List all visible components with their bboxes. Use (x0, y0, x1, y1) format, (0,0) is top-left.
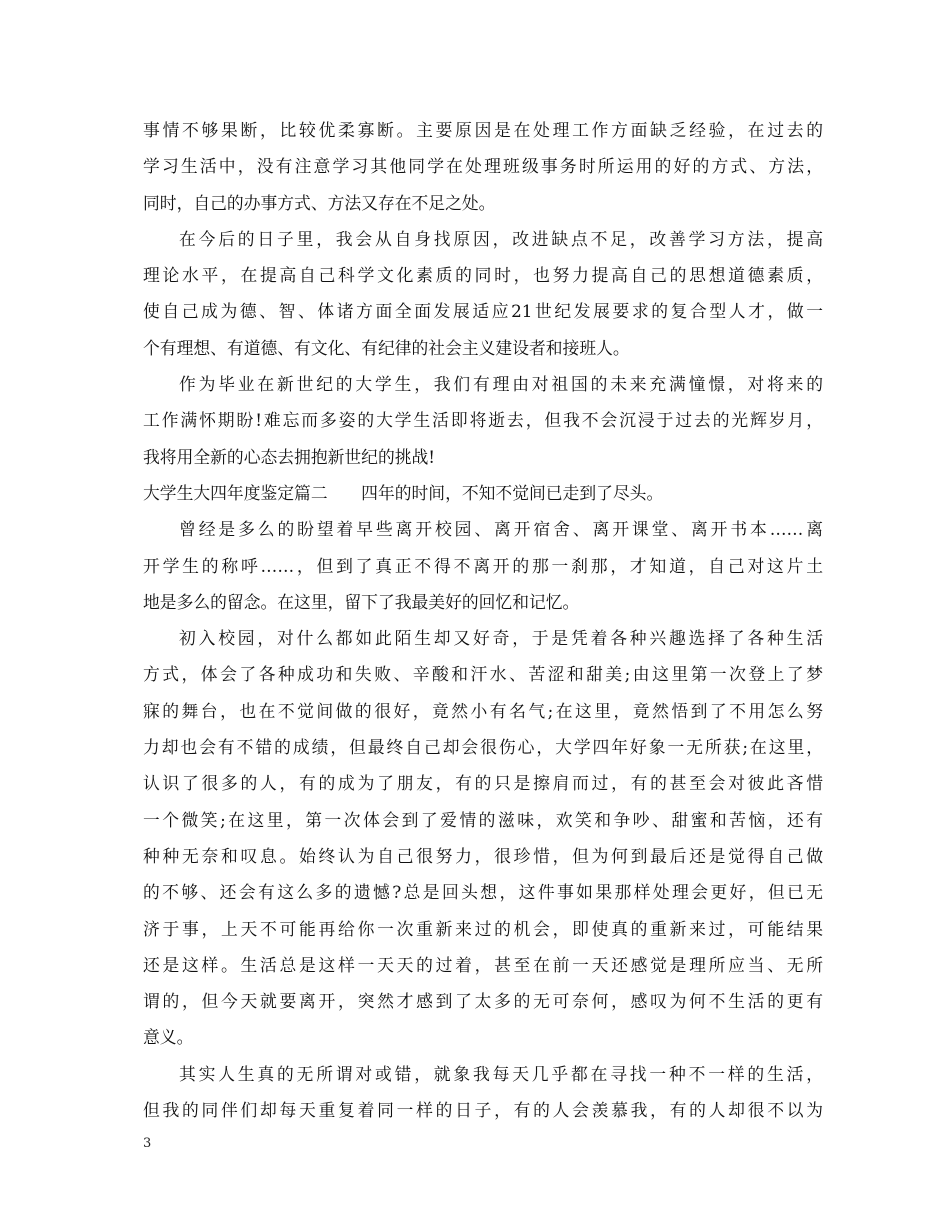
text-line: 济于事，上天不可能再给你一次重新来过的机会，即使真的重新来过，可能结果 (143, 918, 823, 939)
text-line: 我将用全新的心态去拥抱新世纪的挑战! (143, 446, 436, 467)
text-line: 在今后的日子里，我会从自身找原因，改进缺点不足，改善学习方法，提高 (179, 228, 823, 249)
text-line: 使自己成为德、智、体诸方面全面发展适应21世纪发展要求的复合型人才，做一 (143, 301, 823, 322)
text-line: 开学生的称呼……，但到了真正不得不离开的那一刹那，才知道，自己对这片土 (143, 555, 823, 576)
text-line: 还是这样。生活总是这样一天天的过着，甚至在前一天还感觉是理所应当、无所 (143, 954, 823, 975)
text-line: 学习生活中，没有注意学习其他同学在处理班级事务时所运用的好的方式、方法， (143, 156, 823, 177)
text-line: 事情不够果断，比较优柔寡断。主要原因是在处理工作方面缺乏经验，在过去的 (143, 120, 823, 140)
text-line: 的不够、还会有这么多的遗憾?总是回头想，这件事如果那样处理会更好，但已无 (143, 882, 823, 903)
text-line: 意义。 (143, 1027, 194, 1048)
page-number: 3 (143, 1136, 152, 1151)
text-line: 理论水平，在提高自己科学文化素质的同时，也努力提高自己的思想道德素质， (143, 265, 823, 286)
text-line: 地是多么的留念。在这里，留下了我最美好的回忆和记忆。 (143, 591, 580, 612)
text-line: 曾经是多么的盼望着早些离开校园、离开宿舍、离开课堂、离开书本……离 (179, 519, 823, 540)
text-line: 作为毕业在新世纪的大学生，我们有理由对祖国的未来充满憧憬，对将来的 (179, 374, 823, 395)
document-body (143, 112, 823, 1128)
text-line: 大学生大四年度鉴定篇二 四年的时间，不知不觉间已走到了尽头。 (143, 482, 664, 503)
text-line: 其实人生真的无所谓对或错，就象我每天几乎都在寻找一种不一样的生活， (179, 1063, 823, 1084)
text-line: 寐的舞台，也在不觉间做的很好，竟然小有名气;在这里，竟然悟到了不用怎么努 (143, 700, 823, 721)
text-line: 一个微笑;在这里，第一次体会到了爱情的滋味，欢笑和争吵、甜蜜和苦恼，还有 (143, 809, 823, 830)
text-line: 同时，自己的办事方式、方法又存在不足之处。 (143, 192, 496, 213)
text-line: 认识了很多的人，有的成为了朋友，有的只是擦肩而过，有的甚至会对彼此吝惜 (143, 773, 823, 794)
text-line: 但我的同伴们却每天重复着同一样的日子，有的人会羡慕我，有的人却很不以为 (143, 1100, 823, 1121)
text-line: 种种无奈和叹息。始终认为自己很努力，很珍惜，但为何到最后还是觉得自己做 (143, 845, 823, 866)
text-line: 方式，体会了各种成功和失败、辛酸和汗水、苦涩和甜美;由这里第一次登上了梦 (143, 664, 823, 685)
text-line: 工作满怀期盼!难忘而多姿的大学生活即将逝去，但我不会沉浸于过去的光辉岁月， (143, 410, 823, 431)
text-line: 个有理想、有道德、有文化、有纪律的社会主义建设者和接班人。 (143, 337, 630, 358)
text-line: 力却也会有不错的成绩，但最终自己却会很伤心，大学四年好象一无所获;在这里， (143, 737, 823, 758)
text-line: 初入校园，对什么都如此陌生却又好奇，于是凭着各种兴趣选择了各种生活 (179, 628, 823, 649)
text-line: 谓的，但今天就要离开，突然才感到了太多的无可奈何，感叹为何不生活的更有 (143, 991, 823, 1012)
